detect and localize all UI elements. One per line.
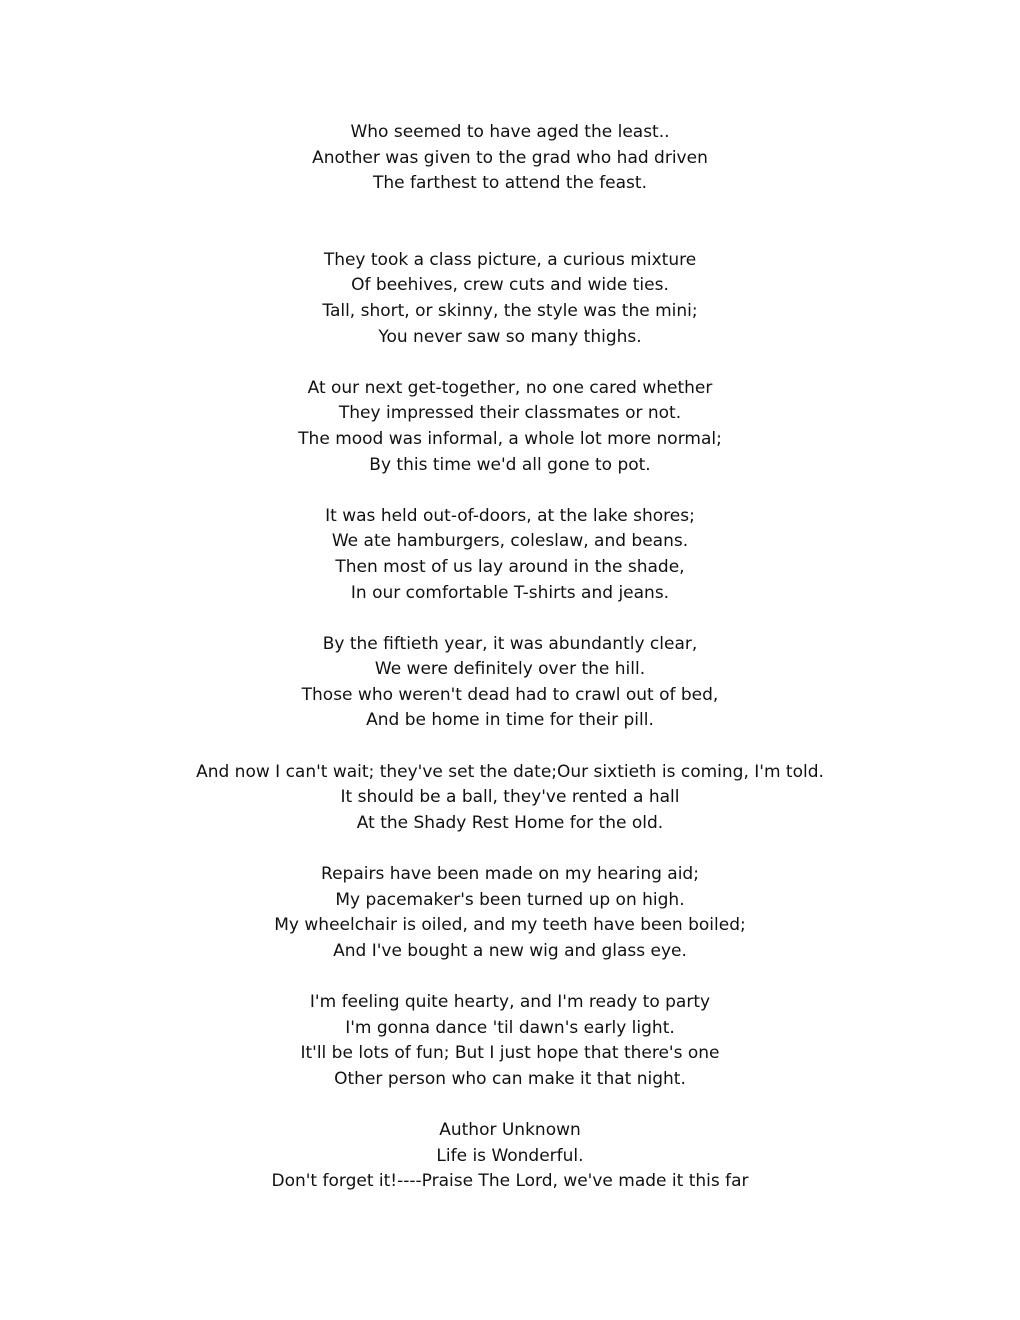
poem-line: I'm feeling quite hearty, and I'm ready to party [309,992,711,1012]
stanza [0,760,1020,837]
poem-line: Who seemed to have aged the least.. [350,122,670,142]
poem-line: You never saw so many thighs. [378,326,642,347]
poem-line: It should be a ball, they've rented a hall [340,787,680,808]
poem-line: I'm gonna dance 'til dawn's early light. [345,1017,675,1038]
poem-line: Repairs have been made on my hearing aid; [321,864,699,885]
poem-line: It was held out-of-doors, at the lake shores; [325,505,695,526]
poem-line: In our comfortable T-shirts and jeans. [350,582,670,603]
poem-line: And be home in time for their pill. [366,710,654,731]
closing-stanza [0,1118,1020,1195]
poem-line: By the fiftieth year, it was abundantly clear, [322,633,698,654]
poem-line: By this time we'd all gone to pot. [369,454,651,475]
poem-line: They impressed their classmates or not. [338,403,682,424]
stanza [0,376,1020,478]
stanza [0,504,1020,606]
poem-line: Those who weren't dead had to crawl out of bed, [301,684,719,705]
stanza [0,632,1020,734]
stanza [0,862,1020,964]
poem-line: My pacemaker's been turned up on high. [335,889,685,910]
poem-line: At our next get-together, no one cared whether [307,377,713,398]
poem-line: The mood was informal, a whole lot more normal; [298,428,722,449]
poem-line: It'll be lots of fun; But I just hope that there's one [300,1043,720,1064]
stanza [0,990,1020,1092]
poem-line: Tall, short, or skinny, the style was the mini; [322,300,698,321]
poem-line: Of beehives, crew cuts and wide ties. [351,275,669,296]
poem-line: My wheelchair is oiled, and my teeth have been boiled; [274,915,746,936]
poem-line: Other person who can make it that night. [334,1068,686,1089]
poem-line: They took a class picture, a curious mixture [323,249,697,270]
closing-line: Don't forget it!----Praise The Lord, we've made it this far [271,1171,749,1192]
stanza [0,248,1020,350]
poem-line: And now I can't wait; they've set the date;Our sixtieth is coming, I'm told. [196,761,824,782]
poem-line: Another was given to the grad who had driven [312,147,708,168]
poem-line: At the Shady Rest Home for the old. [356,812,664,833]
poem-line: And I've bought a new wig and glass eye. [333,940,687,961]
stanza [0,120,1020,197]
poem-line: We ate hamburgers, coleslaw, and beans. [331,531,689,552]
poem-line: Then most of us lay around in the shade, [335,556,685,577]
poem-line: The farthest to attend the feast. [373,173,647,194]
author-credit: Author Unknown [439,1119,581,1140]
closing-line: Life is Wonderful. [436,1145,584,1166]
poem-line: We were definitely over the hill. [374,659,646,680]
poem-body [0,120,1020,1195]
